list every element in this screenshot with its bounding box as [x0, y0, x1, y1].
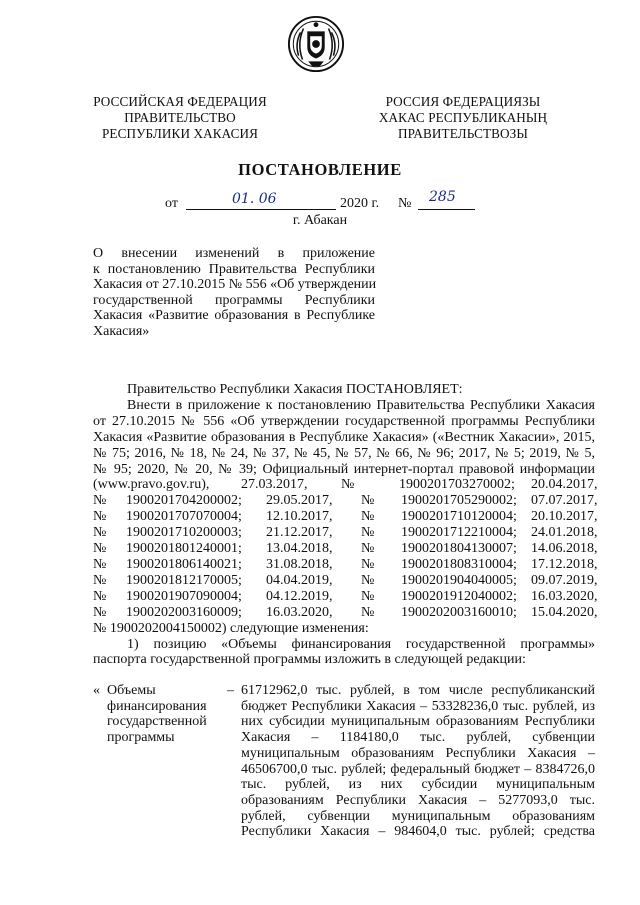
registry-cell: 29.05.2017,: [266, 493, 333, 509]
table-left-line: государственной: [107, 714, 207, 730]
header-left-line: РОССИЙСКАЯ ФЕДЕРАЦИЯ: [93, 94, 267, 109]
registry-row: [93, 604, 598, 621]
registry-cell: 1900201707070004;: [126, 509, 242, 525]
paragraph-line: Внести в приложение к постановлению Правительства Республики Хакасия: [127, 397, 595, 413]
paragraph-line: № 95; 2020, № 20, № 39; Официальный интернет-портал правовой информации: [93, 461, 595, 477]
registry-cell: 13.04.2018,: [266, 541, 333, 557]
header-right-line: ХАКАС РЕСПУБЛИКАНЫҢ: [378, 110, 548, 125]
registry-cell: 1900201710200003;: [126, 525, 242, 541]
paragraph-line: Хакасия «Развитие образования в Республике Хакасия» («Вестник Хакасии», 2015,: [93, 429, 595, 445]
registry-cell: 16.03.2020,: [531, 588, 598, 604]
subject-line: О внесении изменений в приложение: [93, 246, 375, 261]
registry-cell: 24.01.2018,: [531, 525, 598, 541]
registry-cell: 1900202003160009;: [126, 604, 242, 620]
subject-block: [93, 246, 375, 339]
registry-cell: 1900201907090004;: [126, 588, 242, 604]
registry-cell: №: [93, 588, 107, 604]
header-right: [343, 94, 583, 142]
registry-cell: 1900201804130007;: [401, 541, 517, 557]
registry-row: [93, 541, 598, 557]
header-left-line: РЕСПУБЛИКИ ХАКАСИЯ: [102, 126, 258, 141]
registry-cell: №: [93, 556, 107, 572]
registry-cell: №: [361, 588, 375, 604]
registry-cell: №: [93, 541, 107, 557]
registry-cell: 04.12.2019,: [266, 588, 333, 604]
table-right-line: Хакасия – 1184180,0 тыс. рублей, субвенции: [241, 730, 595, 746]
table-right-line: рублей, субвенции муниципальным образованиям: [241, 808, 595, 824]
registry-cell: 15.04.2020,: [531, 604, 598, 620]
registry-end-line: № 1900202004150002) следующие изменения:: [93, 620, 369, 636]
portal-cell: 1900201703270002;: [399, 477, 515, 493]
registry-cell: 1900201801240001;: [126, 541, 242, 557]
registry-cell: 31.08.2018,: [266, 556, 333, 572]
portal-cell: 27.03.2017,: [241, 477, 308, 493]
paragraph-line: № 75; 2016, № 18, № 24, № 37, № 45, № 57, № 66, № 96; 2017, № 5; 2019, № 5,: [93, 445, 595, 461]
subject-line: Хакасия от 27.10.2015 № 556 «Об утверждении: [93, 277, 377, 292]
subject-line: к постановлению Правительства Республики: [93, 261, 375, 277]
date-number-line: [0, 189, 640, 214]
table-left-line: финансирования: [107, 698, 207, 714]
table-right-line: 61712962,0 тыс. рублей, в том числе республиканский: [241, 683, 595, 698]
registry-cell: 1900201806140021;: [126, 556, 242, 572]
table-left-line: программы: [107, 730, 175, 746]
intro-line: Правительство Республики Хакасия ПОСТАНОВЛЯЕТ:: [127, 382, 463, 397]
registry-cell: №: [361, 572, 375, 588]
subject-line: государственной программы Республики: [93, 292, 375, 308]
subject-line: Хакасия»: [93, 323, 150, 339]
table-right-line: них субсидии муниципальным образованиям Республики: [241, 714, 595, 730]
registry-cell: №: [361, 604, 375, 620]
registry-cell: №: [93, 572, 107, 588]
coat-of-arms-emblem-icon: [287, 15, 345, 73]
registry-cell: 17.12.2018,: [531, 556, 598, 572]
registry-cell: 1900201808310004;: [401, 556, 517, 572]
registry-cell: 1900201712210004;: [401, 525, 517, 541]
registry-cell: 12.10.2017,: [266, 509, 333, 525]
city: г. Абакан: [292, 213, 348, 228]
registry-row: [93, 572, 598, 589]
registry-cell: 20.10.2017,: [531, 509, 598, 525]
registry-cell: 21.12.2017,: [266, 525, 333, 541]
registry-cell: №: [93, 604, 107, 620]
registry-cell: 09.07.2019,: [531, 572, 598, 588]
registry-cell: 1900201704200002;: [126, 493, 242, 509]
date-year: 2020 г.: [340, 196, 380, 211]
item1-line: 1) позицию «Объемы финансирования государственной программы»: [127, 636, 595, 652]
registry-cell: №: [361, 556, 375, 572]
table-left-column: [107, 683, 227, 746]
registry-cell: №: [93, 525, 107, 541]
table-right-column: [241, 683, 595, 840]
table-dash: –: [227, 683, 234, 698]
registry-row: [93, 588, 598, 605]
registry-cell: 1900201710120004;: [401, 509, 517, 525]
portal-line: [93, 477, 598, 493]
registry-cell: 1900201904040005;: [401, 572, 517, 588]
document-title: ПОСТАНОВЛЕНИЕ: [238, 160, 402, 179]
registry-cell: №: [361, 541, 375, 557]
item1-line: паспорта государственной программы изложить в следующей редакции:: [93, 652, 526, 668]
registry-row: [93, 493, 598, 509]
table-right-line: образованиям Республики Хакасия – 5277093,0 тыс.: [241, 792, 595, 808]
portal-cell: 20.04.2017,: [531, 477, 598, 493]
registry-row: [93, 556, 598, 573]
table-left-line: Объемы: [107, 683, 156, 698]
date-prefix: от: [165, 196, 178, 211]
registry-row: [93, 525, 598, 541]
opening-quote: «: [93, 683, 100, 698]
registry-cell: №: [361, 525, 375, 541]
table-right-line: 46506700,0 тыс. рублей; федеральный бюджет – 8384726,0: [241, 761, 595, 777]
portal-cell: (www.pravo.gov.ru),: [93, 477, 210, 493]
table-right-line: тыс. рублей, из них субсидии муниципальным: [241, 777, 595, 793]
registry-cell: 07.07.2017,: [531, 493, 598, 509]
subject-line: Хакасия «Развитие образования в Республике: [93, 308, 375, 323]
registry-cell: 1900201705290002;: [401, 493, 517, 509]
table-right-line: бюджет Республики Хакасия – 53328236,0 тыс. рублей, из: [241, 698, 595, 714]
table-right-line: муниципальным образованиям Республики Хакасия –: [241, 745, 595, 761]
registry-row: [93, 509, 598, 525]
header-left-line: ПРАВИТЕЛЬСТВО: [124, 110, 236, 125]
paragraph-line: от 27.10.2015 № 556 «Об утверждении государственной программы Республики: [93, 413, 595, 429]
registry-cell: 04.04.2019,: [266, 572, 333, 588]
header-right-line: ПРАВИТЕЛЬСТВОЗЫ: [398, 126, 528, 141]
registry-cell: №: [93, 509, 107, 525]
registry-cell: №: [361, 493, 375, 509]
body-text: [93, 382, 598, 668]
date-handwritten: 01. 06: [232, 191, 277, 207]
portal-cell: №: [341, 477, 355, 493]
number-handwritten: 285: [429, 189, 456, 205]
header-left: [60, 94, 300, 142]
header-right-line: РОССИЯ ФЕДЕРАЦИЯЗЫ: [385, 94, 541, 109]
registry-cell: 1900201812170005;: [126, 572, 242, 588]
registry-cell: 16.03.2020,: [266, 604, 333, 620]
number-sign: №: [398, 196, 412, 211]
registry-cell: №: [361, 509, 375, 525]
registry-cell: 1900202003160010;: [401, 604, 517, 620]
registry-cell: 1900201912040002;: [401, 588, 517, 604]
registry-cell: №: [93, 493, 107, 509]
registry-cell: 14.06.2018,: [531, 541, 598, 557]
table-right-line: Республики Хакасия – 984604,0 тыс. рублей; средства: [241, 824, 595, 840]
registry-list: [93, 493, 598, 620]
